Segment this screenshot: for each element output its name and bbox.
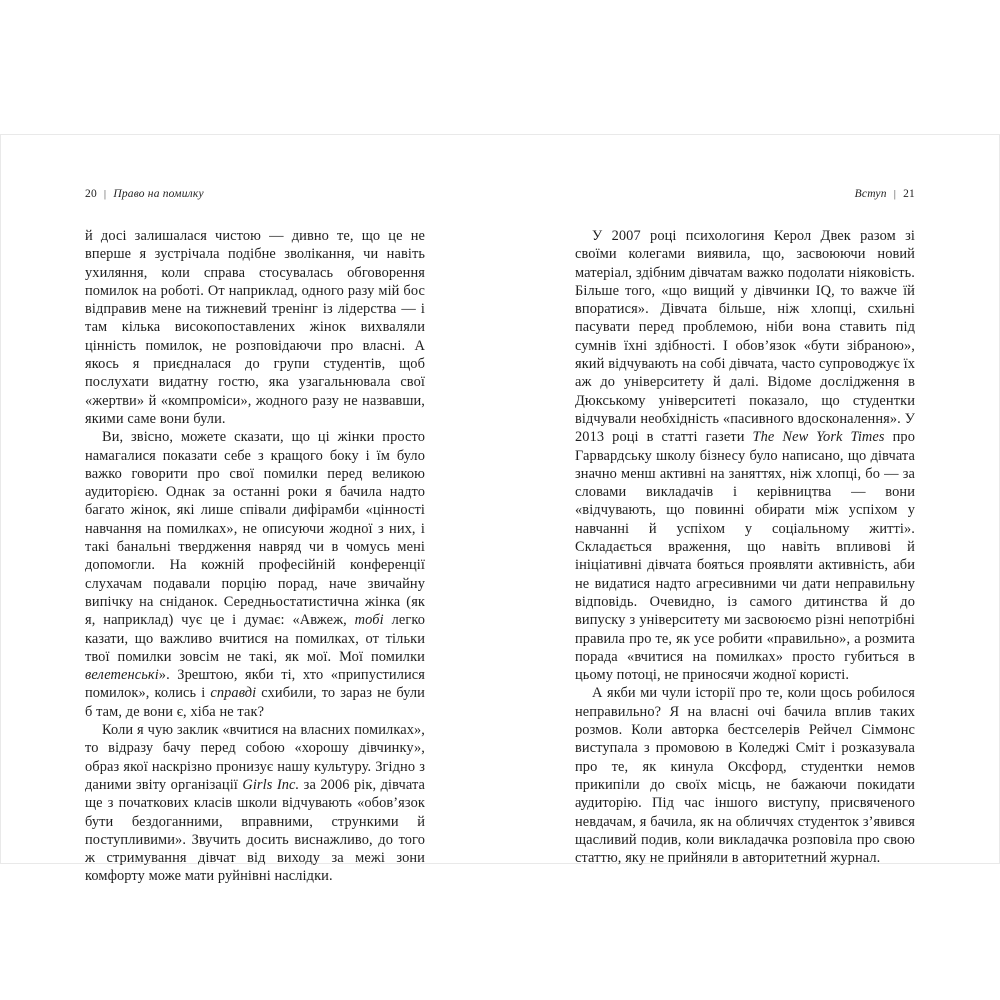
book-spread bbox=[0, 134, 1000, 885]
paragraph: У 2007 році психологиня Керол Двек разом зі своїми колегами виявила, що, засвоюючи новий матеріал, здібним дівчатам важко подолати ніяковість. Більше того, «що вищий у дівчинки IQ, то важче їй впоратися». Дівчата більше, ніж хлопці, схильні пасувати перед проблемою, ніби вона ставить під сумнів їхні здібності. І обов’язок «бути зібраною», який відчувають на собі дівчата, часто супроводжує їх аж до університету й далі. Відоме дослідження в Дюкському університеті показало, що студентки відчували необхідність «пасивного вдосконалення». У 2013 році в статті газети The New York Times про Гарвардську школу бізнесу було написано, що дівчата значно менш активні на заняттях, ніж хлопці, бо — за словами викладачів і керівництва — вони «відчувають, що повинні обирати між успіхом у навчанні й успіхом у соціальному житті». Складається враження, що навіть впливові й ініціативні дівчата бояться проявляти активність, аби не видатися надто агресивними чи дати неправильну відповідь. Очевидно, із самого дитинства й до випуску з університету ми засвоюємо різні непотрібні правила про те, як усе робити «правильно», а розмита порада «вчитися на помилках» просто губиться в цьому потоці, не приносячи жодної користі. bbox=[575, 228, 915, 684]
paragraph: Коли я чую заклик «вчитися на власних помилках», то відразу бачу перед собою «хорошу дівчинку», образ якої наскрізно пронизує нашу культуру. Згідно з даними звіту організації Girls Inc. за 2006 рік, дівчата ще з початкових класів школи відчувають «обов’язок бути бездоганними, вправними, стрункими й поступливими». Звучить досить виснажливо, до того ж стримування дівчат від виходу за межі зони комфорту може мати руйнівні наслідки. bbox=[85, 722, 425, 885]
page-right bbox=[575, 135, 915, 867]
page-number-right: 21 bbox=[903, 188, 915, 200]
page-body-right bbox=[575, 227, 915, 867]
running-head-left bbox=[85, 188, 425, 200]
header-separator: | bbox=[103, 188, 107, 200]
paragraph: й досі залишалася чистою — дивно те, що це не вперше я зустрічала подібне зволікання, чи навіть ухиляння, коли справа стосувалась обговорення помилок на роботі. От наприклад, одного разу мій бос відправив мене на тижневий тренінг із лідерства — і там кілька високопоставлених жінок вихваляли цінність помилок, не розповідаючи про власні. А якось я приєдналася до групи студентів, щоб послухати видатну гостю, яка узагальнювала свої «жертви» й «компроміси», жодного разу не назвавши, якими саме вони були. bbox=[85, 228, 425, 427]
running-title-left: Право на помилку bbox=[113, 188, 204, 200]
paragraph: А якби ми чули історії про те, коли щось робилося неправильно? Я на власні очі бачила вплив таких розмов. Коли авторка бестселерів Рейчел Сіммонс виступала з промовою в Коледжі Сміт і розказувала про те, як кинула Оксфорд, студентки немов прикипіли до своїх місць, не бажаючи покидати аудиторію. Під час іншого виступу, присвяченого невдачам, я бачила, як на обличчях студенток з’явився щасливий подив, коли викладачка розповіла про свою статтю, яку не прийняли в авторитетний журнал. bbox=[575, 685, 915, 867]
paragraph: Ви, звісно, можете сказати, що ці жінки просто намагалися показати себе з кращого боку і їм було важко говорити про свої помилки перед великою аудиторією. Однак за останні роки я бачила надто багато жінок, які лише співали дифірамби «цінності навчання на помилках», не описуючи жодної з них, і такі банальні твердження навряд чи в чомусь мені допомогли. На кожній професійній конференції слухачам подавали порцію порад, наче звичайну випічку на сніданок. Середньостатистична жінка (як я, наприклад) чує це і думає: «Авжеж, тобі легко казати, що важливо вчитися на помилках, от тільки твої помилки зовсім не такі, як мої. Мої помилки велетенські». Зрештою, якби ті, хто «припустилися помилок», колись і справді схибили, то зараз не були б там, де вони є, хіба не так? bbox=[85, 429, 425, 720]
page-number-left: 20 bbox=[85, 188, 97, 200]
header-separator: | bbox=[893, 188, 897, 200]
page-left bbox=[85, 135, 425, 885]
running-head-right bbox=[575, 188, 915, 200]
running-title-right: Вступ bbox=[854, 188, 887, 200]
page-body-left bbox=[85, 227, 425, 886]
